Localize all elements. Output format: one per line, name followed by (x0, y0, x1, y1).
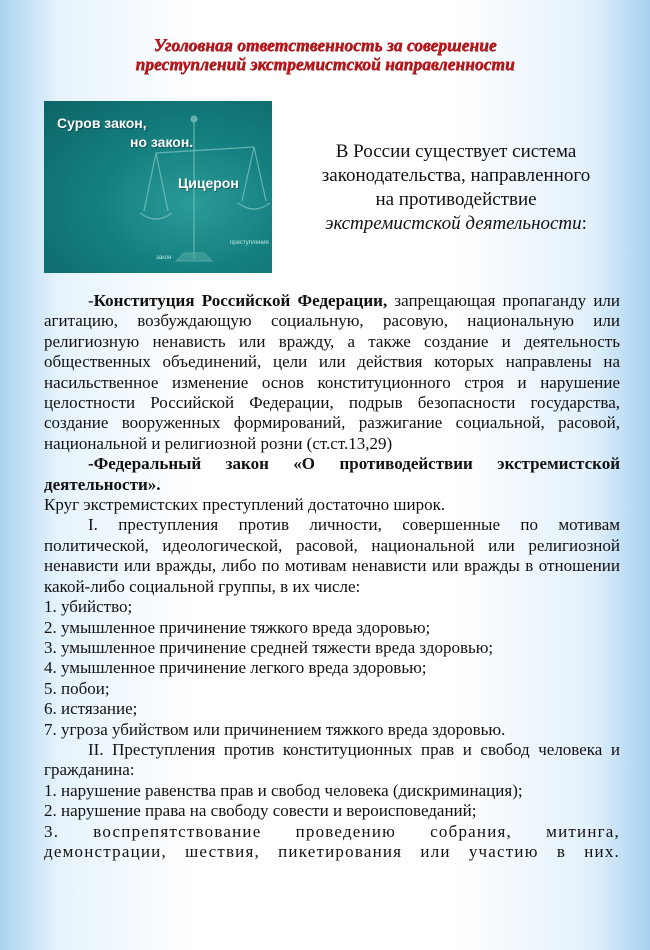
section-2-intro: II. Преступления против конституционных прав и свобод человека и гражданина: (44, 739, 620, 780)
section-1-item: 5. побои; (44, 678, 110, 698)
section-1-intro: I. преступления против личности, совершенные по мотивам политической, идеологической, расовой, национальной или религиозной ненависти или вражды, либо по мотивам ненависти или вражды в отношении какой-либо социальной группы, в их числе: (44, 515, 620, 596)
quote-line-2: но закон. (130, 134, 194, 150)
document-body (44, 291, 620, 862)
intro-line-4-tail: : (581, 213, 587, 234)
intro-line-1: В России существует система (335, 141, 577, 162)
cicero-quote-image (44, 101, 272, 273)
constitution-title: Конституция Российской Федерации, (93, 291, 388, 310)
constitution-dash: - (88, 291, 94, 310)
page-title (0, 36, 650, 74)
section-2-item: 2. нарушение права на свободу совести и вероисповеданий; (44, 801, 477, 821)
section-1-item: 1. убийство; (44, 597, 133, 617)
intro-line-4-italic: экстремистской деятельности (325, 213, 582, 234)
section-2-item: 1. нарушение равенства прав и свобод человека (дискриминация); (44, 780, 523, 800)
section-2-item-3: 3. воспрепятствование проведению собрания, митинга, демонстрации, шествия, пикетирования или участию в них. (44, 821, 620, 861)
constitution-paragraph (44, 291, 620, 454)
title-line-1: Уголовная ответственность за совершение (153, 35, 497, 55)
quote-author: Цицерон (178, 175, 239, 191)
scale-label-crimes: преступления (230, 240, 269, 246)
section-1-item: 7. угроза убийством или причинением тяжкого вреда здоровью. (44, 719, 506, 739)
section-1-item: 4. умышленное причинение легкого вреда здоровью; (44, 658, 427, 678)
intro-line-3: на противодействие (375, 189, 537, 210)
scale-label-law: закон (156, 255, 172, 261)
intro-line-2: законодательства, направленного (321, 165, 591, 186)
section-1-item: 3. умышленное причинение средней тяжести вреда здоровью; (44, 637, 494, 657)
intro-line-4 (286, 212, 626, 236)
section-1-item: 2. умышленное причинение тяжкого вреда здоровью; (44, 617, 431, 637)
section-1-item: 6. истязание; (44, 699, 138, 719)
federal-law-paragraph: -Федеральный закон «О противодействии экстремистской деятельности». (44, 454, 620, 494)
constitution-text: запрещающая пропаганду или агитацию, возбуждающую социальную, расовую, национальную или религиозную ненависть или вражду, а также создание и деятельность общественных объединений, цели или действия которых направлены на насильственное изменение основ конституционного строя и нарушение целостности Российской Федерации, подрыв безопасности государства, создание вооруженных формирований, разжигание социальной, расовой, национальной и религиозной розни (ст.ст.13,29) (44, 291, 621, 453)
quote-line-1: Суров закон, (57, 115, 147, 131)
intro-text (286, 140, 626, 236)
title-line-2: преступлений экстремистской направленности (135, 54, 515, 74)
circle-paragraph: Круг экстремистских преступлений достаточно широк. (44, 495, 446, 515)
